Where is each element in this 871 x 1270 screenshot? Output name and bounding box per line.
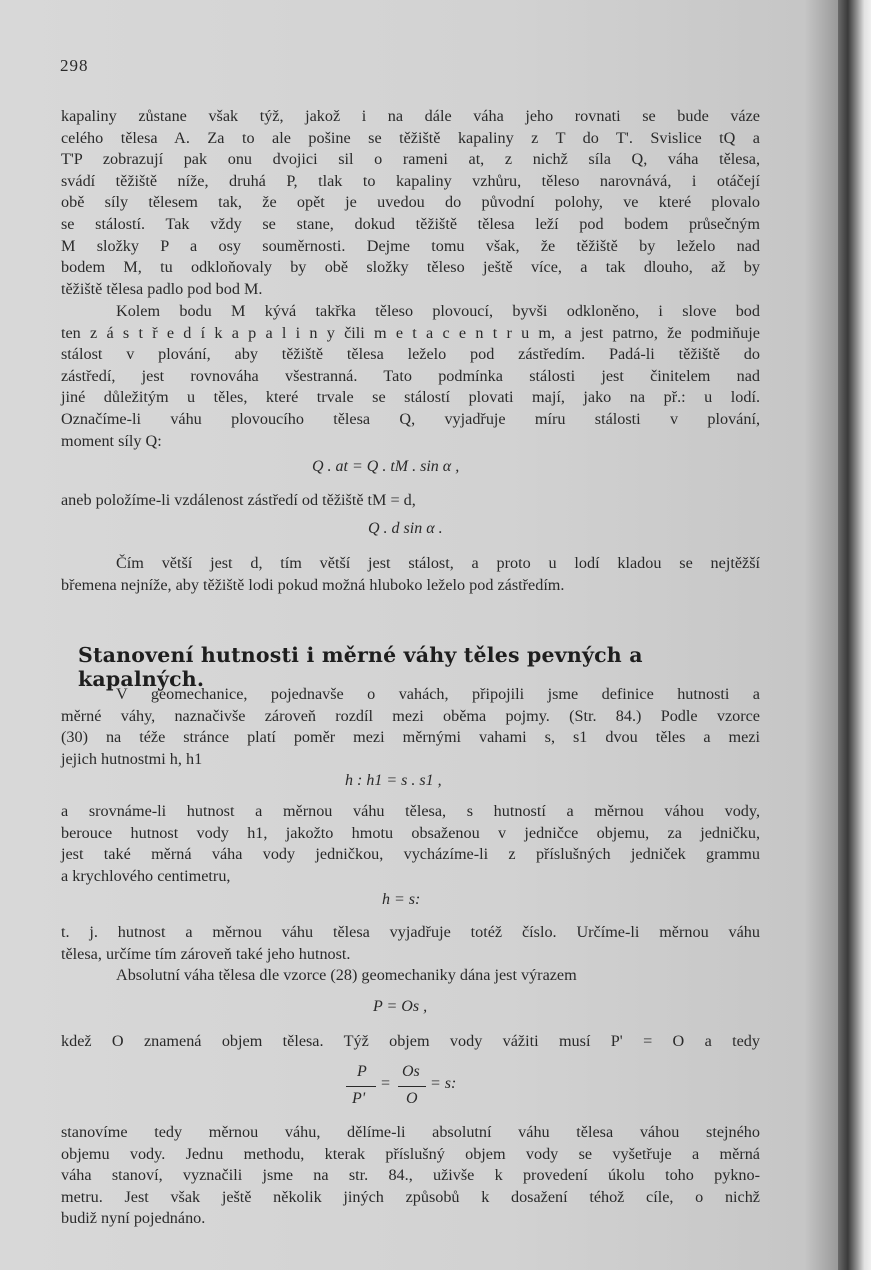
- equation-moment: Q . at = Q . tM . sin α ,: [312, 458, 460, 475]
- paragraph-7-lines: [61, 965, 760, 987]
- paragraph-1: [61, 106, 760, 300]
- paragraph6-line: tělesa, určíme tím zároveň také jeho hutnost.: [61, 944, 351, 963]
- fraction-result: = s:: [430, 1075, 457, 1092]
- paragraph1-line: těžiště tělesa padlo pod bod M.: [61, 279, 263, 298]
- paragraph-5: [61, 801, 760, 887]
- equation-weight: P = Os ,: [373, 998, 428, 1015]
- paragraph1-line: se stálostí. Tak vždy se stane, dokud těžiště tělesa leží pod bodem průsečným: [61, 214, 760, 233]
- paragraph4-line: jejich hutnostmi h, h1: [61, 749, 203, 768]
- paragraph6-line: t. j. hutnost a měrnou váhu tělesa vyjadřuje totéž číslo. Určíme-li měrnou váhu: [61, 923, 760, 941]
- page-number: 298: [60, 56, 89, 75]
- paragraph-6: [61, 922, 760, 965]
- paragraph2-line: jiné důležitým u těles, které trvale se stálostí plovati mají, jako na př.: u lodí.: [61, 388, 760, 407]
- paragraph-1-lines: [61, 106, 760, 300]
- paragraph-3: [61, 553, 760, 596]
- fraction-2-denominator: O: [406, 1090, 418, 1107]
- paragraph1-line: kapaliny zůstane však týž, jakož i na dále váha jeho rovnati se bude váze: [61, 107, 760, 125]
- paragraph4-line: V geomechanice, pojednavše o vahách, připojili jsme definice hutnosti a: [116, 685, 760, 703]
- fraction-2-bar: [398, 1086, 426, 1087]
- paragraph8-line: metru. Jest však ještě několik jiných způsobů k dosažení téhož cíle, o nichž: [61, 1187, 760, 1206]
- paragraph1-line: T'P zobrazují pak onu dvojici sil o rameni at, z nichž síla Q, váha tělesa,: [61, 150, 760, 169]
- fraction-2-numerator: Os: [402, 1063, 420, 1080]
- paragraph-8: [61, 1122, 760, 1230]
- paragraph1-line: obě síly tělesem tak, že opět je uvedou do původní polohy, ve které plovalo: [61, 193, 760, 212]
- paragraph4-line: (30) na téže stránce platí poměr mezi měrnými vahami s, s1 dvou těles a mezi: [61, 728, 760, 747]
- section-heading: Stanovení hutnosti i měrné váhy těles pevných a kapalných.: [78, 643, 643, 691]
- paragraph8-line: budiž nyní pojednáno.: [61, 1209, 206, 1228]
- paragraph2-line: Kolem bodu M kývá takřka těleso plovoucí, byvši odkloněno, i slove bod: [116, 302, 760, 320]
- fraction-1-bar: [346, 1086, 376, 1087]
- book-spine: [838, 0, 871, 1270]
- paragraph8-line: váha stanoví, vyznačili jsme na str. 84., uživše k provedení úkolu toho pykno-: [61, 1166, 760, 1185]
- equals-sign-1: =: [380, 1075, 391, 1092]
- paragraph8-line: stanovíme tedy měrnou váhu, dělíme-li absolutní váhu tělesa váhou stejného: [61, 1123, 760, 1141]
- paragraph-3-lines: [61, 553, 760, 596]
- paragraph-4-lines: [61, 684, 760, 770]
- paragraph1-line: svádí těžiště níže, druhá P, tlak to kapaliny vzhůru, těleso narovnává, i otáčejí: [61, 171, 760, 190]
- paragraph3-line: břemena nejníže, aby těžiště lodi pokud možná hluboko leželo pod zástředím.: [61, 575, 565, 594]
- paragraph2-line: moment síly Q:: [61, 431, 162, 450]
- paragraph2-line: stálost v plování, aby těžiště tělesa leželo pod zástředím. Padá-li těžiště do: [61, 345, 760, 364]
- paragraph-2-lines: [61, 301, 760, 452]
- paragraph7-line: Absolutní váha tělesa dle vzorce (28) geomechaniky dána jest výrazem: [116, 966, 577, 984]
- paragraph5-line: berouce hutnost vody h1, jakožto hmotu obsaženou v jedničce objemu, za jedničku,: [61, 823, 760, 842]
- paragraph3-line: Čím větší jest d, tím větší jest stálost, a proto u lodí kladou se nejtěžší: [116, 554, 760, 572]
- line-kdez: kdež O znamená objem tělesa. Týž objem vody vážiti musí P' = O a tedy: [61, 1032, 760, 1050]
- paragraph-8-lines: [61, 1122, 760, 1230]
- equation-ratio: h : h1 = s . s1 ,: [345, 772, 442, 789]
- paragraph8-line: objemu vody. Jednu methodu, kterak příslušný objem vody se vyšetřuje a měrná: [61, 1144, 760, 1163]
- paragraph1-line: celého tělesa A. Za to ale pošine se těžiště kapaliny z T do T'. Svislice tQ a: [61, 128, 760, 147]
- paragraph-7: [61, 965, 760, 987]
- paragraph-4: [61, 684, 760, 770]
- paragraph5-line: a srovnáme-li hutnost a měrnou váhu tělesa, s hutností a měrnou váhou vody,: [61, 802, 760, 820]
- paragraph-2: [61, 301, 760, 452]
- paragraph5-line: a krychlového centimetru,: [61, 866, 231, 885]
- fraction-1-numerator: P: [357, 1063, 367, 1080]
- paragraph1-line: M složky P a osy souměrnosti. Dejme tomu však, že těžiště by leželo nad: [61, 236, 760, 255]
- paragraph2-line: zástředí, jest rovnováha všestranná. Tato podmínka stálosti jest činitelem nad: [61, 366, 760, 385]
- fraction-1-denominator: P': [352, 1090, 366, 1107]
- paragraph5-line: jest také měrná váha vody jedničkou, vycházíme-li z příslušných jedniček grammu: [61, 845, 760, 864]
- paragraph2-line: Označíme-li váhu plovoucího tělesa Q, vyjadřuje míru stálosti v plování,: [61, 409, 760, 428]
- paragraph-5-lines: [61, 801, 760, 887]
- paragraph-6-lines: [61, 922, 760, 965]
- equation-h-equals-s: h = s:: [382, 891, 421, 908]
- paragraph1-line: bodem M, tu odkloňovaly by obě složky těleso ještě více, a tak dlouho, až by: [61, 258, 760, 277]
- paragraph4-line: měrné váhy, naznačivše zároveň rozdíl mezi oběma pojmy. (Str. 84.) Podle vzorce: [61, 706, 760, 725]
- equation-d-sin: Q . d sin α .: [368, 520, 443, 537]
- paragraph2-line: ten z á s t ř e d í k a p a l i n y čili m e t a c e n t r u m, a jest patrno, že podmiňuje: [61, 323, 760, 342]
- line-aneb: aneb položíme-li vzdálenost zástředí od těžiště tM = d,: [61, 491, 416, 509]
